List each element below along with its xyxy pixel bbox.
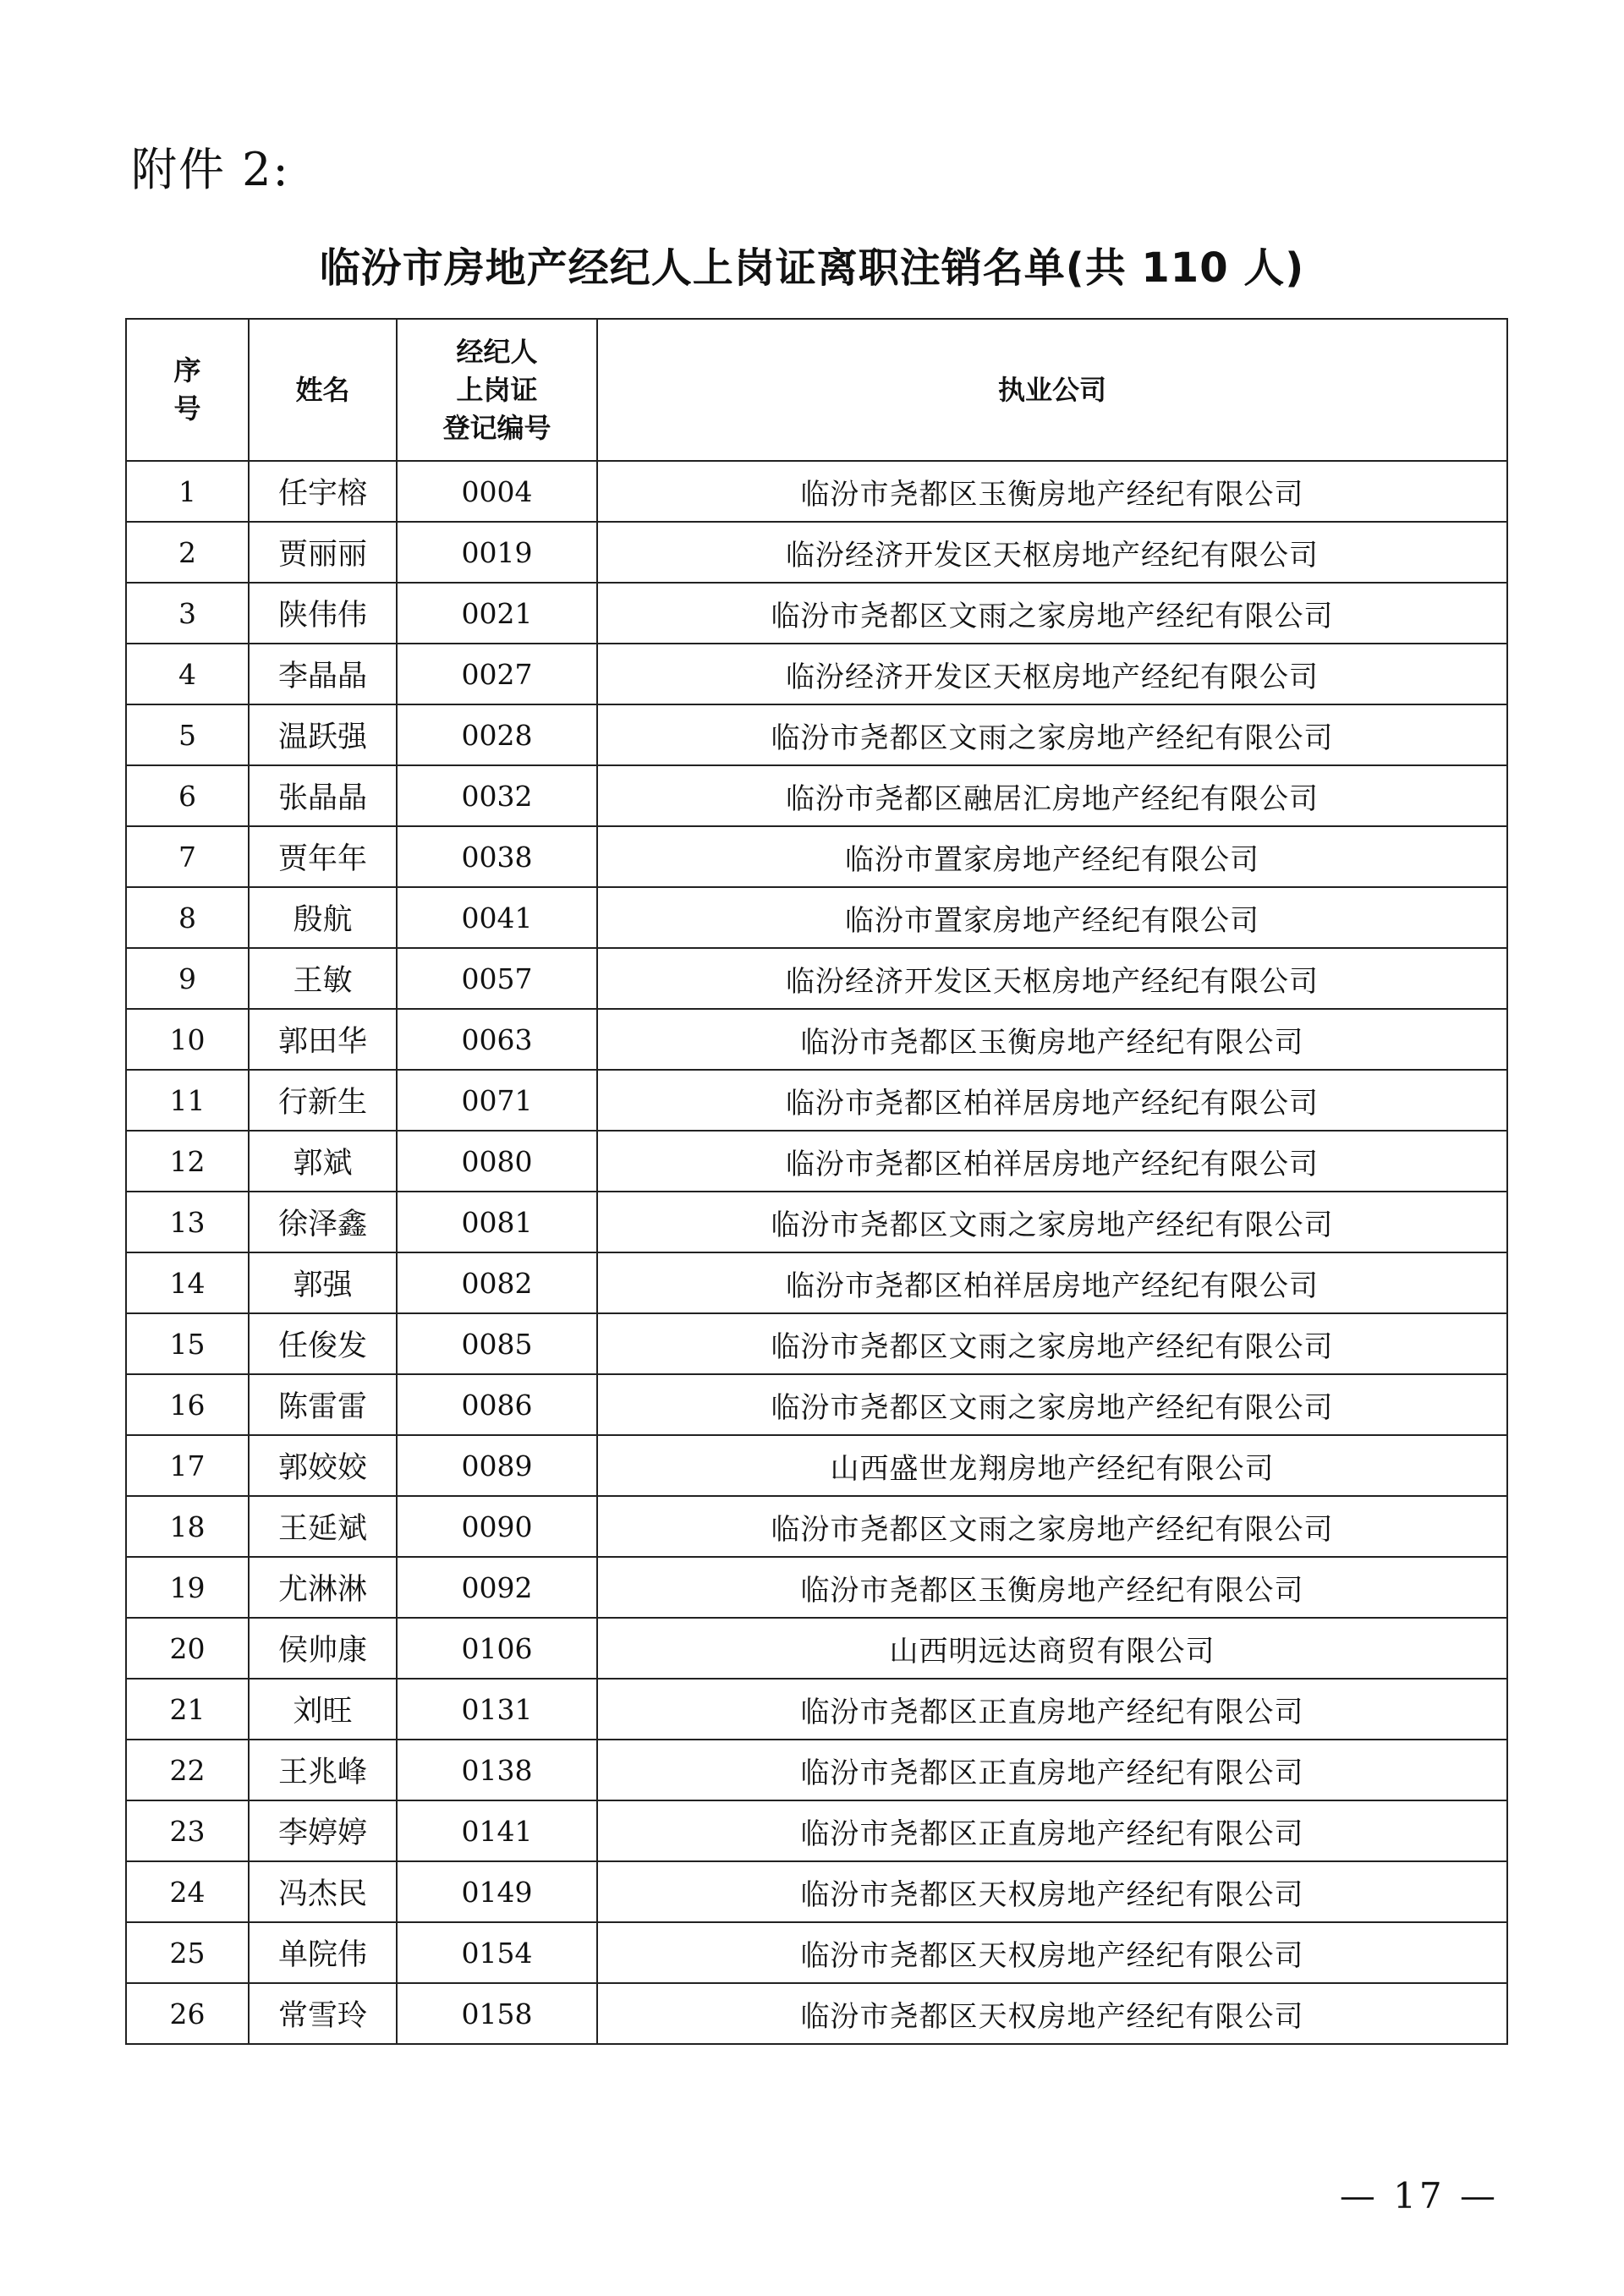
cell-company: 临汾市置家房地产经纪有限公司 xyxy=(597,887,1507,948)
header-reg-line3: 登记编号 xyxy=(442,411,551,444)
cell-name: 贾年年 xyxy=(249,826,397,887)
table-header xyxy=(126,319,1507,461)
cell-company: 临汾市尧都区柏祥居房地产经纪有限公司 xyxy=(597,1252,1507,1313)
cell-seq: 7 xyxy=(126,826,249,887)
cell-company: 临汾市尧都区正直房地产经纪有限公司 xyxy=(597,1740,1507,1800)
header-seq xyxy=(126,319,249,461)
cell-name: 郭田华 xyxy=(249,1009,397,1070)
cell-company: 临汾市尧都区天权房地产经纪有限公司 xyxy=(597,1983,1507,2044)
table-row xyxy=(126,1192,1507,1252)
cell-seq: 14 xyxy=(126,1252,249,1313)
header-seq-line2: 号 xyxy=(173,392,201,425)
cell-company: 临汾经济开发区天枢房地产经纪有限公司 xyxy=(597,644,1507,704)
cell-registration-no: 0021 xyxy=(397,583,597,644)
table-row xyxy=(126,1496,1507,1557)
cell-name: 徐泽鑫 xyxy=(249,1192,397,1252)
cell-company: 临汾市尧都区玉衡房地产经纪有限公司 xyxy=(597,461,1507,522)
cell-company: 临汾市尧都区文雨之家房地产经纪有限公司 xyxy=(597,1313,1507,1374)
cell-name: 王兆峰 xyxy=(249,1740,397,1800)
cell-name: 郭强 xyxy=(249,1252,397,1313)
cell-name: 行新生 xyxy=(249,1070,397,1131)
table-row xyxy=(126,522,1507,583)
cell-registration-no: 0057 xyxy=(397,948,597,1009)
cell-name: 冯杰民 xyxy=(249,1861,397,1922)
table-row xyxy=(126,1557,1507,1618)
table-row xyxy=(126,1131,1507,1192)
cell-name: 陕伟伟 xyxy=(249,583,397,644)
table-row xyxy=(126,1618,1507,1679)
cell-registration-no: 0092 xyxy=(397,1557,597,1618)
table-row xyxy=(126,1800,1507,1861)
cell-name: 王敏 xyxy=(249,948,397,1009)
header-name: 姓名 xyxy=(249,319,397,461)
table-row xyxy=(126,461,1507,522)
cell-company: 临汾市尧都区文雨之家房地产经纪有限公司 xyxy=(597,1496,1507,1557)
cell-company: 临汾市尧都区玉衡房地产经纪有限公司 xyxy=(597,1009,1507,1070)
cell-registration-no: 0063 xyxy=(397,1009,597,1070)
table-row xyxy=(126,1922,1507,1983)
cell-company: 临汾市尧都区柏祥居房地产经纪有限公司 xyxy=(597,1070,1507,1131)
cell-seq: 19 xyxy=(126,1557,249,1618)
cell-seq: 12 xyxy=(126,1131,249,1192)
header-registration-no xyxy=(397,319,597,461)
cell-registration-no: 0028 xyxy=(397,704,597,765)
cell-registration-no: 0154 xyxy=(397,1922,597,1983)
cell-company: 临汾市尧都区融居汇房地产经纪有限公司 xyxy=(597,765,1507,826)
cell-company: 山西盛世龙翔房地产经纪有限公司 xyxy=(597,1435,1507,1496)
cell-seq: 5 xyxy=(126,704,249,765)
table-row xyxy=(126,1861,1507,1922)
cell-registration-no: 0158 xyxy=(397,1983,597,2044)
cell-company: 临汾市尧都区文雨之家房地产经纪有限公司 xyxy=(597,1374,1507,1435)
cell-registration-no: 0004 xyxy=(397,461,597,522)
cell-company: 临汾市尧都区天权房地产经纪有限公司 xyxy=(597,1861,1507,1922)
cell-seq: 3 xyxy=(126,583,249,644)
cell-company: 山西明远达商贸有限公司 xyxy=(597,1618,1507,1679)
deregistration-table xyxy=(125,318,1508,2045)
cell-seq: 11 xyxy=(126,1070,249,1131)
cell-seq: 16 xyxy=(126,1374,249,1435)
cell-name: 郭姣姣 xyxy=(249,1435,397,1496)
cell-seq: 23 xyxy=(126,1800,249,1861)
table-row xyxy=(126,1983,1507,2044)
cell-registration-no: 0019 xyxy=(397,522,597,583)
cell-company: 临汾市尧都区正直房地产经纪有限公司 xyxy=(597,1679,1507,1740)
cell-registration-no: 0080 xyxy=(397,1131,597,1192)
table-row xyxy=(126,826,1507,887)
cell-seq: 13 xyxy=(126,1192,249,1252)
cell-registration-no: 0038 xyxy=(397,826,597,887)
header-company: 执业公司 xyxy=(597,319,1507,461)
cell-registration-no: 0086 xyxy=(397,1374,597,1435)
cell-registration-no: 0041 xyxy=(397,887,597,948)
cell-name: 王延斌 xyxy=(249,1496,397,1557)
cell-name: 任俊发 xyxy=(249,1313,397,1374)
cell-name: 刘旺 xyxy=(249,1679,397,1740)
cell-seq: 9 xyxy=(126,948,249,1009)
page-number: — 17 — xyxy=(1339,2175,1499,2217)
cell-seq: 1 xyxy=(126,461,249,522)
cell-registration-no: 0027 xyxy=(397,644,597,704)
cell-company: 临汾市尧都区正直房地产经纪有限公司 xyxy=(597,1800,1507,1861)
cell-company: 临汾市尧都区文雨之家房地产经纪有限公司 xyxy=(597,704,1507,765)
table-row xyxy=(126,1313,1507,1374)
cell-name: 李婷婷 xyxy=(249,1800,397,1861)
cell-registration-no: 0089 xyxy=(397,1435,597,1496)
cell-company: 临汾市尧都区玉衡房地产经纪有限公司 xyxy=(597,1557,1507,1618)
table-row xyxy=(126,644,1507,704)
cell-company: 临汾市尧都区天权房地产经纪有限公司 xyxy=(597,1922,1507,1983)
cell-registration-no: 0149 xyxy=(397,1861,597,1922)
cell-seq: 2 xyxy=(126,522,249,583)
cell-name: 任宇榕 xyxy=(249,461,397,522)
cell-registration-no: 0085 xyxy=(397,1313,597,1374)
table-row xyxy=(126,1252,1507,1313)
cell-seq: 15 xyxy=(126,1313,249,1374)
cell-seq: 6 xyxy=(126,765,249,826)
table-row xyxy=(126,704,1507,765)
cell-company: 临汾市尧都区柏祥居房地产经纪有限公司 xyxy=(597,1131,1507,1192)
cell-name: 郭斌 xyxy=(249,1131,397,1192)
header-reg-line2: 上岗证 xyxy=(456,373,538,406)
document-title: 临汾市房地产经纪人上岗证离职注销名单(共 110 人) xyxy=(319,244,1305,292)
cell-registration-no: 0032 xyxy=(397,765,597,826)
cell-name: 侯帅康 xyxy=(249,1618,397,1679)
header-reg-line1: 经纪人 xyxy=(456,335,538,368)
cell-registration-no: 0106 xyxy=(397,1618,597,1679)
cell-seq: 21 xyxy=(126,1679,249,1740)
cell-registration-no: 0138 xyxy=(397,1740,597,1800)
cell-seq: 20 xyxy=(126,1618,249,1679)
cell-seq: 18 xyxy=(126,1496,249,1557)
cell-name: 殷航 xyxy=(249,887,397,948)
cell-registration-no: 0081 xyxy=(397,1192,597,1252)
table-row xyxy=(126,1009,1507,1070)
cell-name: 常雪玲 xyxy=(249,1983,397,2044)
cell-seq: 26 xyxy=(126,1983,249,2044)
table-row xyxy=(126,1374,1507,1435)
cell-company: 临汾市尧都区文雨之家房地产经纪有限公司 xyxy=(597,583,1507,644)
cell-name: 尤淋淋 xyxy=(249,1557,397,1618)
cell-seq: 17 xyxy=(126,1435,249,1496)
table-body xyxy=(126,461,1507,2044)
cell-seq: 22 xyxy=(126,1740,249,1800)
header-row xyxy=(126,319,1507,461)
cell-registration-no: 0131 xyxy=(397,1679,597,1740)
table-row xyxy=(126,1740,1507,1800)
cell-registration-no: 0071 xyxy=(397,1070,597,1131)
cell-registration-no: 0090 xyxy=(397,1496,597,1557)
cell-name: 李晶晶 xyxy=(249,644,397,704)
table-row xyxy=(126,887,1507,948)
table-row xyxy=(126,1679,1507,1740)
cell-registration-no: 0141 xyxy=(397,1800,597,1861)
table-row xyxy=(126,583,1507,644)
cell-company: 临汾经济开发区天枢房地产经纪有限公司 xyxy=(597,522,1507,583)
cell-company: 临汾市置家房地产经纪有限公司 xyxy=(597,826,1507,887)
table-row xyxy=(126,948,1507,1009)
cell-name: 张晶晶 xyxy=(249,765,397,826)
cell-seq: 8 xyxy=(126,887,249,948)
cell-seq: 4 xyxy=(126,644,249,704)
cell-company: 临汾经济开发区天枢房地产经纪有限公司 xyxy=(597,948,1507,1009)
cell-name: 单院伟 xyxy=(249,1922,397,1983)
cell-name: 贾丽丽 xyxy=(249,522,397,583)
cell-seq: 25 xyxy=(126,1922,249,1983)
cell-name: 陈雷雷 xyxy=(249,1374,397,1435)
cell-company: 临汾市尧都区文雨之家房地产经纪有限公司 xyxy=(597,1192,1507,1252)
header-seq-line1: 序 xyxy=(173,354,201,386)
cell-seq: 24 xyxy=(126,1861,249,1922)
cell-registration-no: 0082 xyxy=(397,1252,597,1313)
cell-seq: 10 xyxy=(126,1009,249,1070)
table-row xyxy=(126,765,1507,826)
table-row xyxy=(126,1070,1507,1131)
cell-name: 温跃强 xyxy=(249,704,397,765)
table-row xyxy=(126,1435,1507,1496)
attachment-label: 附件 2: xyxy=(131,143,290,196)
